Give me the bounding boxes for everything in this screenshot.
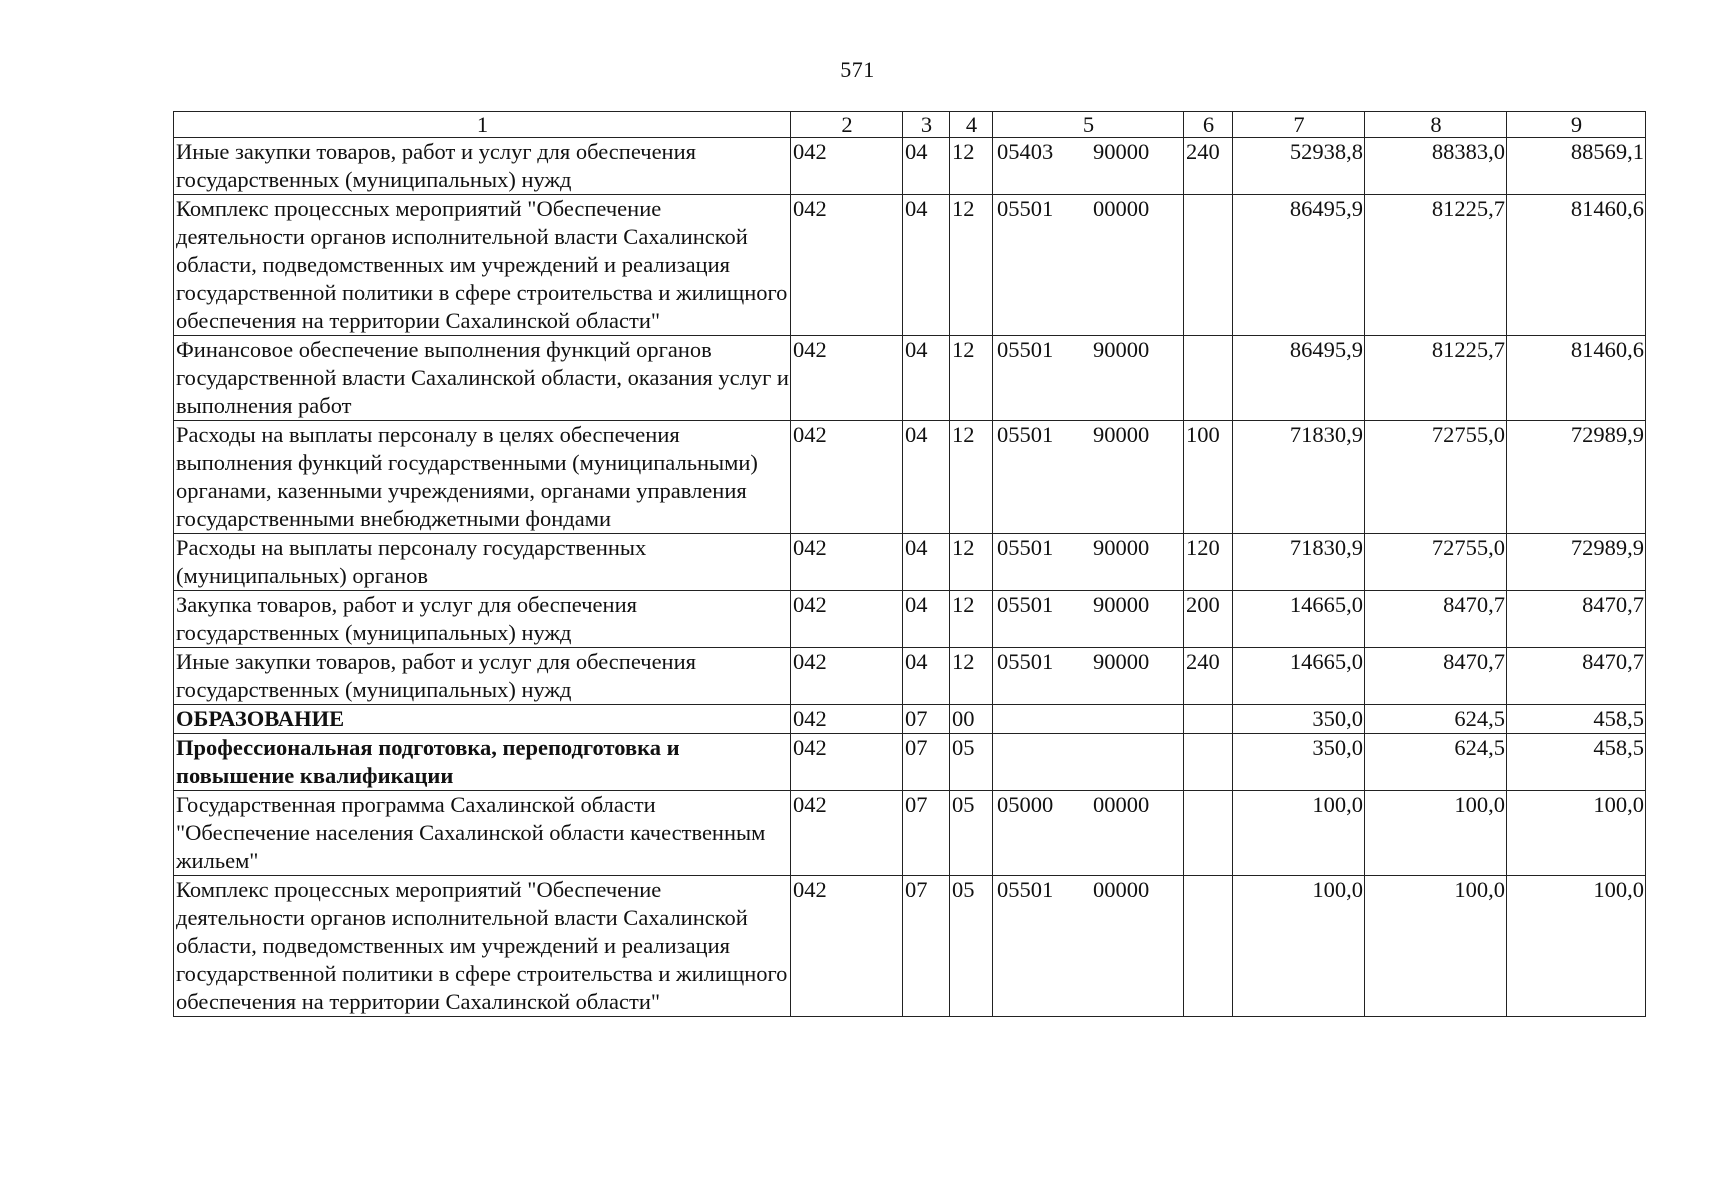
row-subsection-code: 12 [950, 195, 993, 336]
table-row [174, 648, 1646, 705]
row-expense-type [1184, 336, 1233, 421]
target-article-program: 05501 [997, 422, 1054, 447]
row-amount-col8: 624,5 [1365, 734, 1507, 791]
target-article-direction: 00000 [1093, 196, 1150, 221]
target-article-direction: 90000 [1093, 592, 1150, 617]
row-target-article [993, 138, 1184, 195]
row-expense-type [1184, 791, 1233, 876]
table-row [174, 591, 1646, 648]
row-amount-col7: 86495,9 [1233, 195, 1365, 336]
table-row [174, 791, 1646, 876]
table-row [174, 534, 1646, 591]
row-target-article [993, 421, 1184, 534]
row-description: Закупка товаров, работ и услуг для обеспечения государственных (муниципальных) нужд [174, 591, 791, 648]
row-expense-type [1184, 195, 1233, 336]
target-article-direction: 90000 [1093, 535, 1150, 560]
row-subsection-code: 05 [950, 734, 993, 791]
row-amount-col7: 350,0 [1233, 734, 1365, 791]
row-description: Комплекс процессных мероприятий "Обеспечение деятельности органов исполнительной власти Сахалинской области, подведомственных им учреждений и реализация государственной политики в сфере строительства и жилищного обеспечения на территории Сахалинской области" [174, 876, 791, 1017]
row-section-code: 04 [903, 195, 950, 336]
target-article-program: 05501 [997, 592, 1054, 617]
target-article-direction: 00000 [1093, 792, 1150, 817]
header-col-5: 5 [993, 112, 1184, 138]
target-article-program: 05501 [997, 535, 1054, 560]
table-row [174, 734, 1646, 791]
row-subsection-code: 05 [950, 791, 993, 876]
row-amount-col9: 81460,6 [1507, 195, 1646, 336]
row-description: Комплекс процессных мероприятий "Обеспечение деятельности органов исполнительной власти Сахалинской области, подведомственных им учреждений и реализация государственной политики в сфере строительства и жилищного обеспечения на территории Сахалинской области" [174, 195, 791, 336]
row-amount-col7: 14665,0 [1233, 648, 1365, 705]
row-amount-col9: 72989,9 [1507, 534, 1646, 591]
row-amount-col8: 8470,7 [1365, 648, 1507, 705]
row-amount-col7: 71830,9 [1233, 534, 1365, 591]
row-section-code: 07 [903, 791, 950, 876]
row-section-code: 07 [903, 734, 950, 791]
row-amount-col7: 350,0 [1233, 705, 1365, 734]
row-amount-col8: 8470,7 [1365, 591, 1507, 648]
target-article-direction: 90000 [1093, 139, 1150, 164]
row-admin-code: 042 [791, 705, 903, 734]
page-number: 571 [840, 57, 875, 82]
row-admin-code: 042 [791, 734, 903, 791]
row-expense-type: 100 [1184, 421, 1233, 534]
target-article-program: 05501 [997, 196, 1054, 221]
row-admin-code: 042 [791, 876, 903, 1017]
row-subsection-code: 12 [950, 591, 993, 648]
row-expense-type: 200 [1184, 591, 1233, 648]
row-description: ОБРАЗОВАНИЕ [174, 705, 791, 734]
row-target-article [993, 336, 1184, 421]
row-expense-type [1184, 705, 1233, 734]
row-expense-type: 240 [1184, 648, 1233, 705]
row-section-code: 04 [903, 648, 950, 705]
row-amount-col8: 100,0 [1365, 791, 1507, 876]
row-amount-col8: 81225,7 [1365, 336, 1507, 421]
row-target-article [993, 876, 1184, 1017]
row-subsection-code: 12 [950, 534, 993, 591]
header-col-3: 3 [903, 112, 950, 138]
table-row [174, 876, 1646, 1017]
header-row [174, 112, 1646, 138]
row-subsection-code: 05 [950, 876, 993, 1017]
row-subsection-code: 00 [950, 705, 993, 734]
header-col-2: 2 [791, 112, 903, 138]
row-section-code: 07 [903, 876, 950, 1017]
budget-table [173, 111, 1646, 1017]
row-amount-col9: 100,0 [1507, 791, 1646, 876]
row-expense-type: 240 [1184, 138, 1233, 195]
target-article-direction: 90000 [1093, 422, 1150, 447]
row-target-article [993, 534, 1184, 591]
row-amount-col9: 458,5 [1507, 734, 1646, 791]
row-amount-col8: 624,5 [1365, 705, 1507, 734]
row-amount-col9: 8470,7 [1507, 591, 1646, 648]
row-amount-col9: 81460,6 [1507, 336, 1646, 421]
row-amount-col9: 8470,7 [1507, 648, 1646, 705]
row-amount-col8: 100,0 [1365, 876, 1507, 1017]
row-description: Иные закупки товаров, работ и услуг для обеспечения государственных (муниципальных) нужд [174, 138, 791, 195]
row-target-article [993, 195, 1184, 336]
table-row [174, 138, 1646, 195]
row-admin-code: 042 [791, 791, 903, 876]
row-amount-col7: 100,0 [1233, 876, 1365, 1017]
row-amount-col7: 52938,8 [1233, 138, 1365, 195]
row-amount-col7: 14665,0 [1233, 591, 1365, 648]
row-amount-col7: 100,0 [1233, 791, 1365, 876]
row-amount-col7: 86495,9 [1233, 336, 1365, 421]
table-row [174, 336, 1646, 421]
row-admin-code: 042 [791, 591, 903, 648]
row-amount-col8: 81225,7 [1365, 195, 1507, 336]
row-target-article [993, 705, 1184, 734]
row-section-code: 04 [903, 591, 950, 648]
row-target-article [993, 734, 1184, 791]
row-target-article [993, 648, 1184, 705]
row-description: Государственная программа Сахалинской области "Обеспечение населения Сахалинской области качественным жильем" [174, 791, 791, 876]
row-admin-code: 042 [791, 534, 903, 591]
row-section-code: 04 [903, 336, 950, 421]
row-description: Расходы на выплаты персоналу в целях обеспечения выполнения функций государственными (муниципальными) органами, казенными учреждениями, органами управления государственными внебюджетными фондами [174, 421, 791, 534]
row-description: Расходы на выплаты персоналу государственных (муниципальных) органов [174, 534, 791, 591]
header-col-8: 8 [1365, 112, 1507, 138]
target-article-program: 05501 [997, 337, 1054, 362]
row-description: Финансовое обеспечение выполнения функций органов государственной власти Сахалинской области, оказания услуг и выполнения работ [174, 336, 791, 421]
row-description: Иные закупки товаров, работ и услуг для обеспечения государственных (муниципальных) нужд [174, 648, 791, 705]
target-article-program: 05403 [997, 139, 1054, 164]
target-article-program: 05501 [997, 649, 1054, 674]
target-article-direction: 90000 [1093, 337, 1150, 362]
row-section-code: 07 [903, 705, 950, 734]
row-subsection-code: 12 [950, 421, 993, 534]
header-col-9: 9 [1507, 112, 1646, 138]
row-admin-code: 042 [791, 421, 903, 534]
row-target-article [993, 591, 1184, 648]
target-article-program: 05501 [997, 877, 1054, 902]
row-expense-type [1184, 734, 1233, 791]
row-admin-code: 042 [791, 648, 903, 705]
row-section-code: 04 [903, 534, 950, 591]
target-article-direction: 00000 [1093, 877, 1150, 902]
row-subsection-code: 12 [950, 648, 993, 705]
row-amount-col8: 72755,0 [1365, 421, 1507, 534]
row-expense-type: 120 [1184, 534, 1233, 591]
row-amount-col9: 100,0 [1507, 876, 1646, 1017]
row-amount-col9: 458,5 [1507, 705, 1646, 734]
row-target-article [993, 791, 1184, 876]
row-admin-code: 042 [791, 195, 903, 336]
row-amount-col9: 88569,1 [1507, 138, 1646, 195]
header-col-7: 7 [1233, 112, 1365, 138]
table-row [174, 705, 1646, 734]
row-amount-col7: 71830,9 [1233, 421, 1365, 534]
target-article-program: 05000 [997, 792, 1054, 817]
row-amount-col8: 88383,0 [1365, 138, 1507, 195]
row-amount-col9: 72989,9 [1507, 421, 1646, 534]
table-row [174, 421, 1646, 534]
row-description: Профессиональная подготовка, переподготовка и повышение квалификации [174, 734, 791, 791]
header-col-1: 1 [174, 112, 791, 138]
row-section-code: 04 [903, 421, 950, 534]
row-admin-code: 042 [791, 336, 903, 421]
target-article-direction: 90000 [1093, 649, 1150, 674]
row-section-code: 04 [903, 138, 950, 195]
header-col-4: 4 [950, 112, 993, 138]
row-admin-code: 042 [791, 138, 903, 195]
table-row [174, 195, 1646, 336]
header-col-6: 6 [1184, 112, 1233, 138]
row-subsection-code: 12 [950, 138, 993, 195]
row-subsection-code: 12 [950, 336, 993, 421]
row-amount-col8: 72755,0 [1365, 534, 1507, 591]
row-expense-type [1184, 876, 1233, 1017]
